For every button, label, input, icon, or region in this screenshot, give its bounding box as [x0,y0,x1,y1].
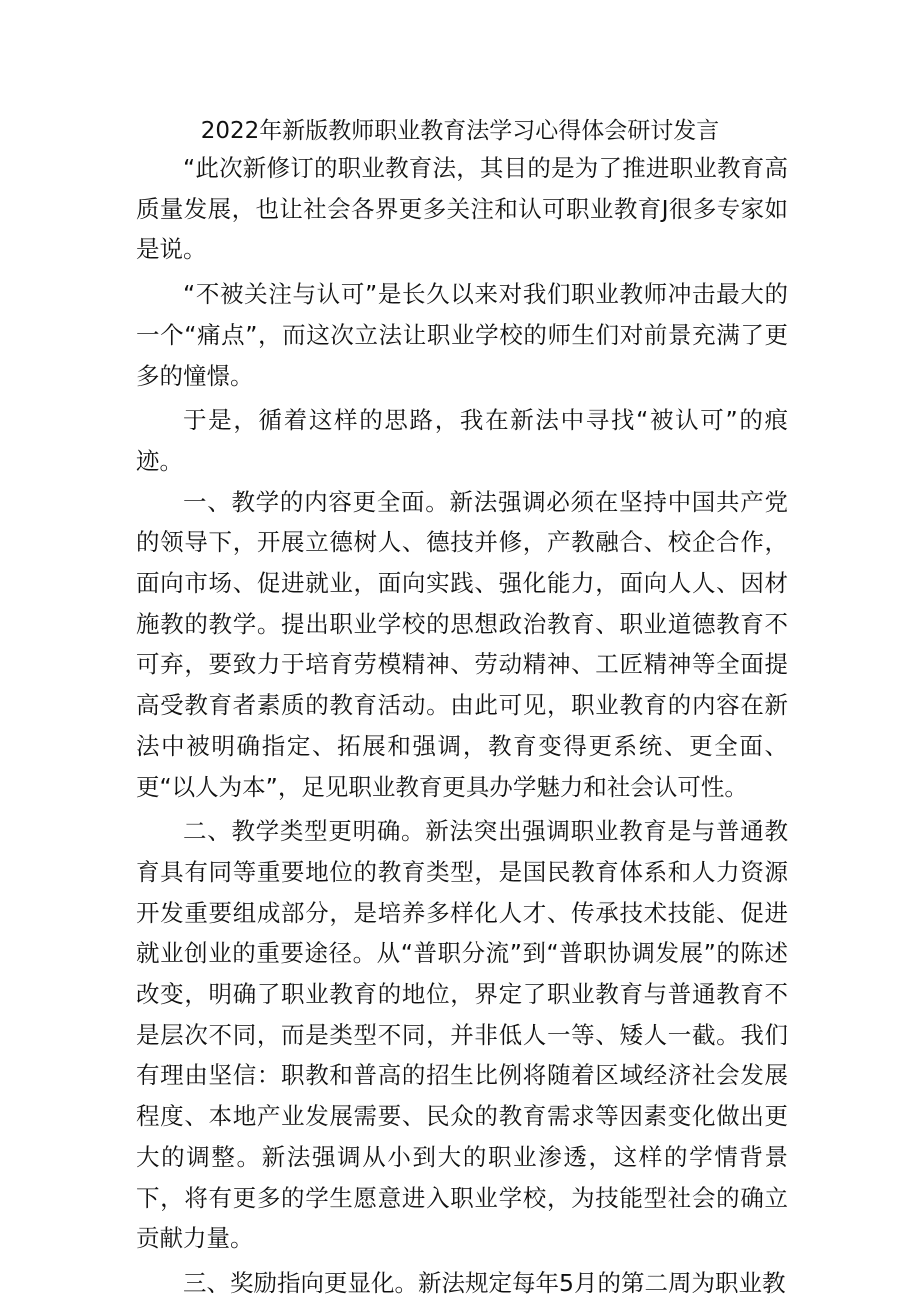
document-body [136,148,788,1304]
paragraph-6: 三、奖励指向更显化。新法规定每年5月的第二周为职业教 [183,1268,786,1297]
paragraph-5: 二、教学类型更明确。新法突出强调职业教育是与普通教育具有同等重要地位的教育类型，是国民教育体系和人力资源开发重要组成部分，是培养多样化人才、传承技术技能、促进就业创业的重要途径。从“普职分流”到“普职协调发展”的陈述改变，明确了职业教育的地位，界定了职业教育与普通教育不是层次不同，而是类型不同，并非低人一等、矮人一截。我们有理由坚信：职教和普高的招生比例将随着区域经济社会发展程度、本地产业发展需要、民众的教育需求等因素变化做出更大的调整。新法强调从小到大的职业渗透，这样的学情背景下，将有更多的学生愿意进入职业学校，为技能型社会的确立贡献力量。 [136,817,788,1253]
document-title: 2022年新版教师职业教育法学习心得体会研讨发言 [200,118,720,144]
paragraph-3: 于是，循着这样的思路，我在新法中寻找“被认可”的痕迹。 [136,406,788,475]
paragraph-4: 一、教学的内容更全面。新法强调必须在坚持中国共产党的领导下，开展立德树人、德技并修，产教融合、校企合作，面向市场、促进就业，面向实践、强化能力，面向人人、因材施教的教学。提出职业学校的思想政治教育、职业道德教育不可弃，要致力于培育劳模精神、劳动精神、工匠精神等全面提高受教育者素质的教育活动。由此可见，职业教育的内容在新法中被明确指定、拓展和强调，教育变得更系统、更全面、更“以人为本”，足见职业教育更具办学魅力和社会认可性。 [136,487,788,801]
paragraph-1: “此次新修订的职业教育法，其目的是为了推进职业教育高质量发展，也让社会各界更多关注和认可职业教育J很多专家如是说。 [136,154,788,264]
paragraph-2: “不被关注与认可”是长久以来对我们职业教师冲击最大的一个“痛点”，而这次立法让职业学校的师生们对前景充满了更多的憧憬。 [136,280,788,390]
